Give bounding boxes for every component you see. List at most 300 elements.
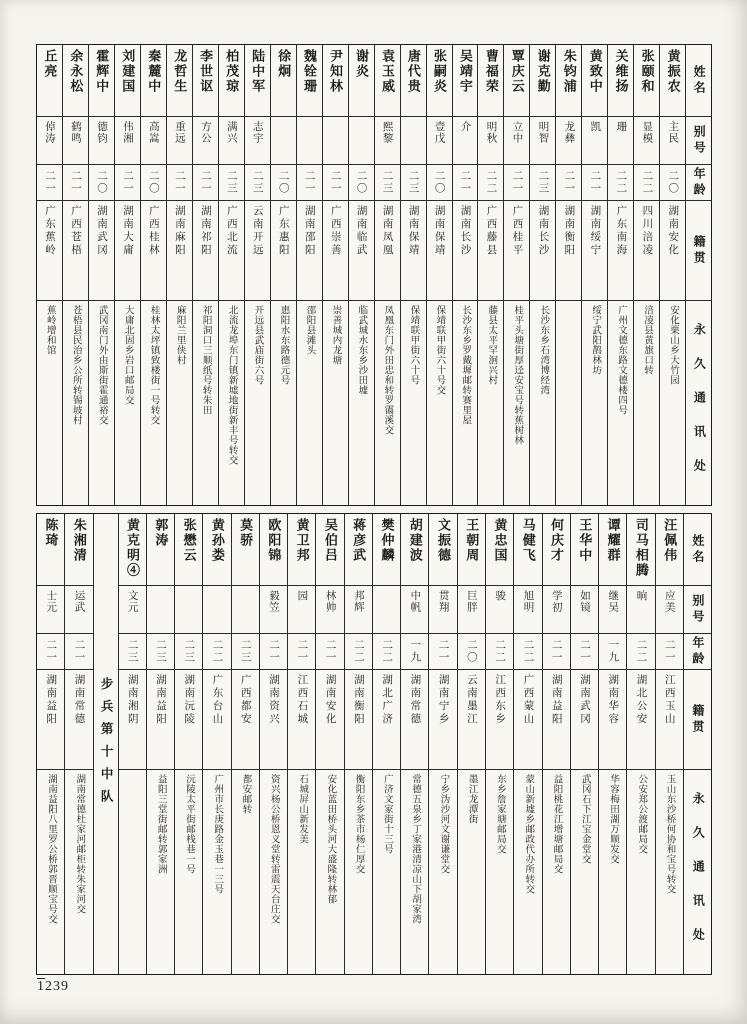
person-name	[167, 45, 192, 117]
person-column	[296, 45, 322, 505]
person-alias	[556, 117, 581, 165]
person-age	[297, 165, 322, 201]
person-name-text: 樊仲麟	[379, 518, 395, 563]
person-name-text: 丘亮	[42, 49, 58, 79]
person-address	[175, 770, 202, 974]
person-age-text: 二一	[296, 639, 308, 664]
person-native-place-text: 湖南衡阳	[563, 205, 575, 257]
person-column	[146, 514, 174, 974]
person-name-text: 朱湘清	[71, 518, 87, 563]
person-native-place-text: 云南开远	[251, 205, 263, 257]
person-address	[453, 301, 478, 505]
column-header-age	[684, 634, 711, 670]
person-name-text: 魏铨珊	[302, 49, 318, 94]
person-column	[315, 514, 343, 974]
person-native-place-text: 湖南凤凰	[381, 205, 393, 257]
person-native-place	[345, 670, 372, 770]
person-age-text: 二二	[485, 170, 497, 195]
person-age-text: 二〇	[277, 170, 289, 195]
person-alias-text: 凯	[589, 121, 601, 133]
person-alias-text: 林帅	[324, 590, 336, 613]
person-alias	[656, 586, 683, 634]
person-native-place	[429, 670, 456, 770]
person-address	[203, 770, 230, 974]
person-address	[65, 770, 92, 974]
person-alias	[115, 117, 140, 165]
person-alias	[453, 117, 478, 165]
person-age	[167, 165, 192, 201]
person-alias-text: 邦辉	[352, 590, 364, 613]
person-column	[372, 514, 400, 974]
person-address-text: 邵阳县滩头	[304, 305, 315, 355]
person-name-text: 余永松	[68, 49, 84, 94]
person-address-text: 广州市长庚路金玉巷一三号	[212, 774, 223, 894]
person-age	[453, 165, 478, 201]
person-name-text: 黄孙娄	[209, 518, 225, 563]
person-name	[656, 514, 683, 586]
person-age	[323, 165, 348, 201]
person-alias-text: 龙彝	[563, 121, 575, 144]
person-native-place-text: 广西藤县	[485, 205, 497, 257]
person-address	[660, 301, 685, 505]
person-alias	[147, 586, 174, 634]
person-column	[428, 514, 456, 974]
person-native-place	[571, 670, 598, 770]
person-age-text: 二一	[329, 170, 341, 195]
person-native-place-text: 湖南益阳	[550, 674, 562, 726]
person-column	[287, 514, 315, 974]
person-native-place-text: 湖南常德	[73, 674, 85, 726]
person-age	[543, 634, 570, 670]
person-age	[288, 634, 315, 670]
person-age-text: 二二	[211, 639, 223, 664]
person-name	[453, 45, 478, 117]
person-column	[174, 514, 202, 974]
person-name-text: 欧阳锦	[266, 518, 282, 563]
person-age-text: 二一	[121, 170, 133, 195]
person-native-place	[504, 201, 529, 301]
person-native-place	[219, 201, 244, 301]
person-native-place-text: 广东惠阳	[277, 205, 289, 257]
person-name-text: 黄卫邦	[294, 518, 310, 563]
person-name-text: 陆中军	[250, 49, 266, 94]
person-name	[401, 514, 428, 586]
person-age-text: 二〇	[95, 170, 107, 195]
person-name	[427, 45, 452, 117]
person-address-text: 大庸北固乡岩口邮局交	[122, 305, 133, 405]
person-address-text: 保靖联甲街六十号	[408, 305, 419, 385]
person-column	[270, 45, 296, 505]
person-native-place-text: 湖南资兴	[268, 674, 280, 726]
person-column	[633, 45, 659, 505]
person-column	[37, 45, 62, 505]
person-address-text: 临武城水东乡沙田墟	[356, 305, 367, 395]
person-name	[486, 514, 513, 586]
person-alias-text: 学初	[550, 590, 562, 613]
person-age-text: 二〇	[667, 170, 679, 195]
person-native-place	[260, 670, 287, 770]
person-name	[193, 45, 218, 117]
person-native-place	[556, 201, 581, 301]
person-age-text: 二三	[225, 170, 237, 195]
person-address	[401, 770, 428, 974]
person-native-place	[627, 670, 654, 770]
person-name	[627, 514, 654, 586]
person-address-text: 麻阳兰里侠村	[174, 305, 185, 365]
person-column	[607, 45, 633, 505]
person-name-text: 黄振农	[665, 49, 681, 94]
person-native-place-text: 湖南益阳	[45, 674, 57, 726]
person-native-place	[63, 201, 88, 301]
person-alias	[429, 586, 456, 634]
person-native-place	[634, 201, 659, 301]
person-alias-text: 珊	[615, 121, 627, 133]
person-address	[656, 770, 683, 974]
person-alias	[458, 586, 485, 634]
person-alias-text: 如镜	[578, 590, 590, 613]
person-native-place-text: 湖南宁乡	[437, 674, 449, 726]
person-age-text: 二一	[663, 639, 675, 664]
person-native-place	[401, 201, 426, 301]
person-address-text: 苍梧县民治乡公所转锡坡村	[70, 305, 81, 425]
person-age-text: 二一	[459, 170, 471, 195]
person-alias	[288, 586, 315, 634]
person-address	[375, 301, 400, 505]
person-name	[530, 45, 555, 117]
person-alias	[627, 586, 654, 634]
person-alias	[543, 586, 570, 634]
person-address-text: 常德五泉乡丁家港清凉山下胡家湾	[410, 774, 421, 924]
person-native-place	[453, 201, 478, 301]
person-name	[65, 514, 92, 586]
person-column	[218, 45, 244, 505]
person-native-place	[401, 670, 428, 770]
column-header-address-text: 永久通讯处	[691, 792, 706, 962]
column-headers	[685, 45, 711, 505]
person-age	[582, 165, 607, 201]
person-age-text: 二三	[251, 170, 263, 195]
person-alias	[349, 117, 374, 165]
person-age-text: 二一	[45, 639, 57, 664]
person-age	[514, 634, 541, 670]
person-name-text: 谭耀群	[605, 518, 621, 563]
person-age	[345, 634, 372, 670]
person-age-text: 二一	[173, 170, 185, 195]
person-alias-text: 介	[459, 121, 471, 133]
person-name	[37, 45, 62, 117]
person-column	[400, 45, 426, 505]
person-alias-text: 贯翔	[437, 590, 449, 613]
person-name	[271, 45, 296, 117]
person-alias	[608, 117, 633, 165]
person-alias-text: 熙黎	[381, 121, 393, 144]
person-alias-text: 主民	[667, 121, 679, 144]
person-address-text: 崇善城内龙塘	[330, 305, 341, 365]
person-address	[167, 301, 192, 505]
person-age-text: 二一	[437, 639, 449, 664]
person-column	[513, 514, 541, 974]
person-age-text: 二三	[407, 170, 419, 195]
person-name	[608, 45, 633, 117]
column-header-name-text: 姓名	[692, 64, 707, 97]
person-alias	[571, 586, 598, 634]
person-alias	[427, 117, 452, 165]
unit-divider-label	[94, 514, 118, 974]
page-number-rest: 239	[45, 979, 69, 994]
person-native-place-text: 湖南衡阳	[352, 674, 364, 726]
person-address-text: 保靖联甲街六十号交	[434, 305, 445, 395]
person-alias	[89, 117, 114, 165]
person-column	[626, 514, 654, 974]
person-age-text: 二一	[578, 639, 590, 664]
person-address	[514, 770, 541, 974]
person-alias	[375, 117, 400, 165]
person-native-place-text: 湖南邵阳	[303, 205, 315, 257]
person-address	[634, 301, 659, 505]
person-alias-text: 方公	[199, 121, 211, 144]
person-alias-text: 应美	[663, 590, 675, 613]
person-name-text: 何庆才	[549, 518, 565, 563]
person-column	[62, 45, 88, 505]
person-age	[349, 165, 374, 201]
person-column	[166, 45, 192, 505]
person-column	[598, 514, 626, 974]
person-name-text: 黄克明④	[125, 518, 141, 578]
person-alias-text: 毅笠	[268, 590, 280, 613]
person-address-text: 玉山东沙桥何协和宝号转交	[664, 774, 675, 894]
person-address-text: 长沙东乡石湾博经湾	[538, 305, 549, 395]
person-column	[457, 514, 485, 974]
person-age	[63, 165, 88, 201]
person-name	[203, 514, 230, 586]
person-native-place	[530, 201, 555, 301]
person-address	[37, 770, 64, 974]
person-alias	[37, 586, 64, 634]
person-name-text: 胡建波	[407, 518, 423, 563]
person-name-text: 谢炎	[353, 49, 369, 79]
person-column	[202, 514, 230, 974]
person-age	[656, 634, 683, 670]
person-native-place-text: 湖南麻阳	[173, 205, 185, 257]
person-name-text: 徐炯	[276, 49, 292, 79]
person-native-place-text: 湖南常德	[409, 674, 421, 726]
person-address-text: 安化蓝田桥头河大盛隆转林郁	[325, 774, 336, 904]
person-age	[271, 165, 296, 201]
person-alias	[401, 586, 428, 634]
person-column	[477, 45, 503, 505]
person-address	[219, 301, 244, 505]
person-name-text: 龙哲生	[172, 49, 188, 94]
person-name	[582, 45, 607, 117]
person-age	[429, 634, 456, 670]
person-age-text: 二一	[324, 639, 336, 664]
person-native-place	[175, 670, 202, 770]
person-native-place-text: 湖南华容	[607, 674, 619, 726]
person-native-place-text: 湖南沅陵	[183, 674, 195, 726]
person-native-place	[89, 201, 114, 301]
person-age-text: 二三	[154, 639, 166, 664]
person-age-text: 二二	[635, 639, 647, 664]
person-alias-text: 晌	[635, 590, 647, 602]
person-address	[271, 301, 296, 505]
person-name	[119, 514, 146, 586]
person-native-place	[141, 201, 166, 301]
person-native-place-text: 湖南安化	[667, 205, 679, 257]
person-native-place-text: 广东南海	[615, 205, 627, 257]
person-name-text: 文振德	[435, 518, 451, 563]
person-address	[608, 301, 633, 505]
person-address	[486, 770, 513, 974]
person-address	[543, 770, 570, 974]
person-native-place	[375, 201, 400, 301]
person-address-text: 益阳三堂街邮转郭家洲	[155, 774, 166, 874]
person-name	[232, 514, 259, 586]
person-alias	[37, 117, 62, 165]
person-alias	[245, 117, 270, 165]
person-native-place-text: 广西桂平	[511, 205, 523, 257]
person-name	[543, 514, 570, 586]
person-address-text: 祁阳洞口三顺纸号转朱田	[200, 305, 211, 415]
person-age	[89, 165, 114, 201]
person-address	[232, 770, 259, 974]
person-native-place-text: 广西崇善	[329, 205, 341, 257]
person-name-text: 谢克勤	[535, 49, 551, 94]
person-age-text: 二一	[73, 639, 85, 664]
person-name-text: 汪佩伟	[662, 518, 678, 563]
person-address-text: 凤凰东门外田忠和转罗霭溪交	[382, 305, 393, 435]
person-native-place	[323, 201, 348, 301]
person-age	[175, 634, 202, 670]
person-native-place-text: 四川涪凌	[641, 205, 653, 257]
person-name	[373, 514, 400, 586]
roster-table-top	[36, 44, 712, 506]
person-alias-text: 鹤鸣	[70, 121, 82, 144]
person-age-text: 二三	[381, 170, 393, 195]
person-address-text: 开远县武庙街六号	[252, 305, 263, 385]
person-column	[192, 45, 218, 505]
person-name-text: 黄致中	[587, 49, 603, 94]
person-address	[571, 770, 598, 974]
person-alias	[373, 586, 400, 634]
person-alias	[219, 117, 244, 165]
person-name-text: 覃庆云	[509, 49, 525, 94]
person-address	[63, 301, 88, 505]
person-column	[88, 45, 114, 505]
person-name-text: 王朝周	[464, 518, 480, 563]
person-age	[37, 634, 64, 670]
person-name-text: 关维扬	[613, 49, 629, 94]
person-age	[571, 634, 598, 670]
person-age	[37, 165, 62, 201]
person-alias-text: 巨胖	[465, 590, 477, 613]
person-address	[401, 301, 426, 505]
person-native-place	[608, 201, 633, 301]
person-age-text: 二一	[550, 639, 562, 664]
person-name	[37, 514, 64, 586]
person-column	[503, 45, 529, 505]
person-address-text: 武冈南门外由斯街霍通裕交	[96, 305, 107, 425]
person-address	[89, 301, 114, 505]
person-column	[655, 514, 683, 974]
person-alias-text: 继吴	[607, 590, 619, 613]
person-native-place-text: 湖南大庸	[121, 205, 133, 257]
person-native-place	[486, 670, 513, 770]
person-native-place	[37, 670, 64, 770]
person-name-text: 柏茂琼	[224, 49, 240, 94]
person-name-text: 莫骄	[238, 518, 254, 548]
person-alias	[271, 117, 296, 165]
person-age-text: 二一	[199, 170, 211, 195]
person-native-place-text: 广东台山	[211, 674, 223, 726]
person-native-place	[115, 201, 140, 301]
person-address	[373, 770, 400, 974]
person-name	[478, 45, 503, 117]
person-alias	[504, 117, 529, 165]
person-native-place	[232, 670, 259, 770]
person-age	[147, 634, 174, 670]
person-native-place	[203, 670, 230, 770]
person-address	[119, 770, 146, 974]
person-address-text: 衡阳东乡茶市杨仁厚交	[353, 774, 364, 874]
person-column	[231, 514, 259, 974]
person-age	[373, 634, 400, 670]
person-column	[114, 45, 140, 505]
person-address-text: 北流龙埠东门镇新墟地街新丰号转交	[226, 305, 237, 465]
column-header-address	[684, 770, 711, 974]
person-age	[504, 165, 529, 201]
person-native-place-text: 湖北公安	[635, 674, 647, 726]
person-name-text: 尹知林	[328, 49, 344, 94]
column-header-native-place	[684, 670, 711, 770]
person-age	[203, 634, 230, 670]
person-alias-text: 德钧	[95, 121, 107, 144]
person-age-text: 二一	[589, 170, 601, 195]
person-alias-text: 伟湘	[121, 121, 133, 144]
person-alias	[323, 117, 348, 165]
person-name	[634, 45, 659, 117]
person-address-text: 墨江龙潭街	[466, 774, 477, 824]
person-age	[478, 165, 503, 201]
person-age-text: 二二	[352, 639, 364, 664]
column-header-alias-text: 别号	[692, 124, 707, 157]
person-alias	[203, 586, 230, 634]
person-alias	[401, 117, 426, 165]
person-age-text: 二一	[563, 170, 575, 195]
person-alias-text: 文元	[126, 590, 138, 613]
person-alias-text: 园	[296, 590, 308, 602]
person-native-place	[373, 670, 400, 770]
person-age-text: 二二	[641, 170, 653, 195]
person-alias	[119, 586, 146, 634]
person-column	[555, 45, 581, 505]
person-alias-text: 壹戊	[433, 121, 445, 144]
person-address	[582, 301, 607, 505]
person-age	[219, 165, 244, 201]
person-alias	[232, 586, 259, 634]
person-alias-text: 高嵩	[147, 121, 159, 144]
person-native-place	[271, 201, 296, 301]
person-address-text: 蒙山新墟乡邮政代办所转交	[523, 774, 534, 894]
person-name	[115, 45, 140, 117]
person-age	[486, 634, 513, 670]
person-alias	[175, 586, 202, 634]
person-column	[581, 45, 607, 505]
person-name-text: 郭涛	[153, 518, 169, 548]
person-alias-text: 立中	[511, 121, 523, 144]
column-header-age-text: 年龄	[692, 166, 707, 199]
person-address	[245, 301, 270, 505]
person-native-place	[288, 670, 315, 770]
